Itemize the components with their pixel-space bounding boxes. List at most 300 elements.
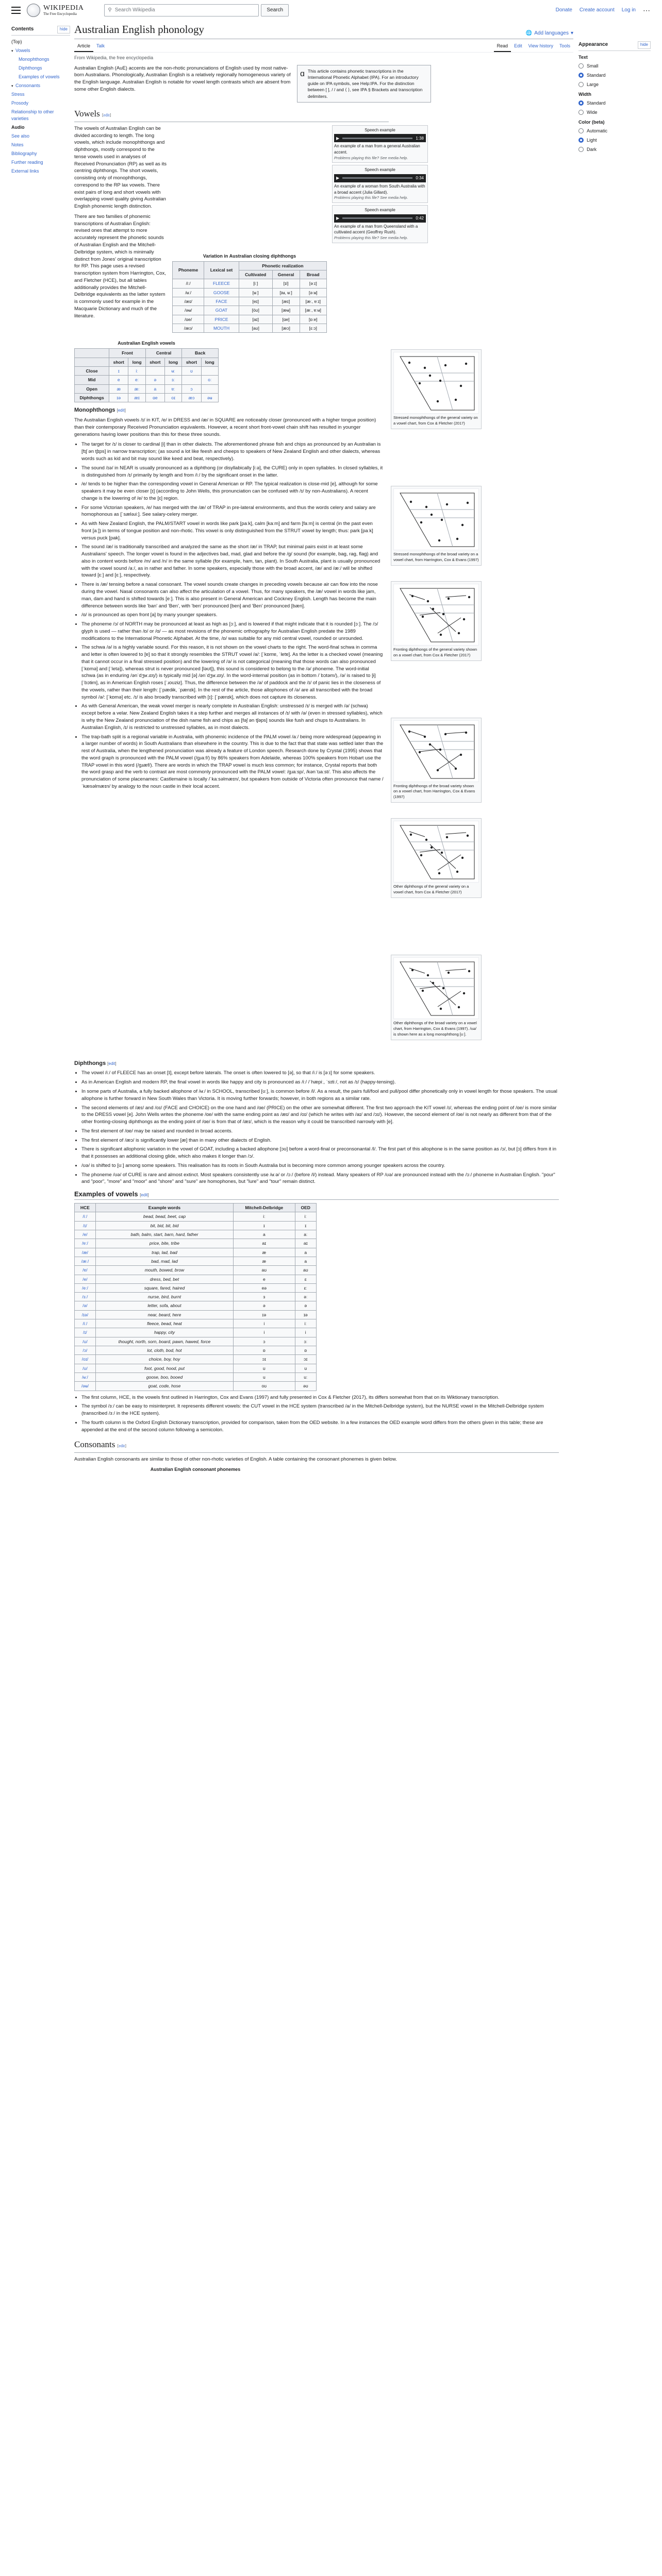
table-cell: [æː, ɐːʉ]: [300, 306, 326, 315]
consonants-table-caption: Australian English consonant phonemes: [150, 1466, 241, 1472]
table-cell: [ɑe]: [272, 315, 300, 324]
search-input[interactable]: [104, 4, 259, 16]
list-item: • The symbol /ɜː/ can be easy to misinterpret. It represents different vowels: the CUT vowel in the HCE system (transcribed /a/ in the Mitchell-Delbridge system), but the NURSE vowel in the Mitchell-Delbridge system (transcribed /ɜː/ in the HCE system).: [81, 1403, 559, 1417]
toc-item-label: Further reading: [11, 160, 43, 165]
appearance-panel: [578, 21, 651, 1473]
list-item: • The first element of /æɔ/ is significantly lower [æ] than in many other dialects of English.: [81, 1137, 559, 1144]
toc-item[interactable]: [11, 158, 70, 167]
vowel-chart[interactable]: [391, 818, 482, 898]
table-cell: /iː/: [75, 1212, 96, 1221]
diphthong-arrow: [445, 596, 466, 597]
diphthong-arrow: [409, 595, 425, 600]
table-cell: oɪ: [164, 393, 181, 402]
table-cell: əʊ: [295, 1382, 317, 1391]
table-cell: æ: [109, 384, 128, 393]
vowels-table: Australian English vowels Front Central Back short long short long short long Close ɪ iː ʉː ʊ Mid e eː ə ɜː oː Open æ æː a ɐː ɔ Diphthongs ɪə æɪ ɑe oɪ æɔ əʉ: [74, 340, 219, 402]
table-cell: thought, north, sorn, board, pawn, hawed, force: [95, 1337, 233, 1346]
table-cell: əʉ: [201, 393, 218, 402]
table-cell: a: [295, 1248, 317, 1257]
tab-edit[interactable]: Edit: [514, 43, 522, 49]
table-cell: /ɑe/: [173, 315, 204, 324]
radio-option[interactable]: [578, 109, 651, 116]
toc-item-label: Consonants: [15, 82, 41, 88]
toc-item-label: Monophthongs: [19, 56, 49, 62]
row-header: Open: [75, 384, 109, 393]
vowel-chart-caption: Stressed monophthongs of the broad variety on a vowel chart, from Harrington, Cox & Evans (1997): [393, 552, 479, 562]
width-label: Width: [578, 91, 591, 97]
table-cell: fleece, bead, heat: [95, 1319, 233, 1328]
speech-example-2: Speech example ▶ 0:34 An example of a woman from South Australia with a broad accent (Julia Gillard). Problems playing this file? See media help.: [332, 165, 428, 203]
article-content: [74, 21, 573, 1473]
toc-item[interactable]: [11, 38, 70, 46]
site-subtitle: The Free Encyclopedia: [43, 11, 77, 16]
grid-line: [437, 493, 453, 547]
vowel-point: [432, 608, 434, 610]
table-cell: /oɪ/: [75, 1355, 96, 1364]
vowel-point: [442, 987, 444, 989]
toc-item-label: Diphthongs: [19, 65, 42, 71]
table-cell: a: [145, 384, 164, 393]
vowel-chart[interactable]: [391, 486, 482, 566]
table-row: [173, 297, 327, 306]
radio-icon[interactable]: [578, 138, 584, 143]
row-header: Diphthongs: [75, 393, 109, 402]
monophthongs-list: [74, 441, 384, 790]
table-cell: ə: [234, 1301, 295, 1310]
vowel-point: [432, 982, 434, 984]
table-cell: ʊ: [182, 366, 201, 375]
vowel-point: [465, 731, 467, 733]
vowel-point: [442, 613, 444, 615]
table-row: [75, 1293, 317, 1301]
diphthong-arrow: [430, 981, 456, 1005]
toc-item[interactable]: [11, 141, 70, 149]
table-row: [173, 288, 327, 297]
table-cell: mouth, bowed, brow: [95, 1266, 233, 1275]
table-cell: ɐː: [164, 384, 181, 393]
vowel-point: [467, 835, 469, 837]
list-item: • The sound /ɪə/ in NEAR is usually pronounced as a diphthong (or disyllabically [iːə], the CURE) only in open syllables. In closed syllables, it is distinguished from /ɪ/ primarily by length and from /iː/ by the significant onset in the latter.: [81, 465, 384, 479]
chevron-down-icon[interactable]: ▾: [11, 49, 13, 53]
toc-item-label: Notes: [11, 142, 24, 148]
ipa-notice: [297, 65, 431, 103]
radio-icon[interactable]: [578, 63, 584, 69]
toc-item-label: See also: [11, 133, 30, 139]
table-cell: ə: [145, 376, 164, 384]
wikipedia-logo[interactable]: [27, 4, 84, 17]
diphthong-arrow: [430, 844, 456, 869]
list-item: • The fourth column is the Oxford English Dictionary transcription, provided for comparison, taken from the OED website. In a few instances the OED example word differs from the others given in this table; these are appended at the end of the second column following a semicolon.: [81, 1419, 559, 1434]
toc-item[interactable]: [11, 64, 70, 73]
toc-item-label: (Top): [11, 39, 22, 44]
search-button[interactable]: Search: [261, 4, 289, 16]
toc-item[interactable]: [11, 81, 70, 90]
radio-option[interactable]: [578, 146, 651, 153]
vowel-point: [422, 990, 424, 992]
table-cell: /ə/: [75, 1301, 96, 1310]
table-cell: /ɐ/: [75, 1266, 96, 1275]
speech-examples: [332, 125, 428, 333]
table-cell: i: [295, 1328, 317, 1337]
table-cell: /e/: [75, 1275, 96, 1283]
examples-notes: [74, 1394, 559, 1434]
vowel-point: [441, 519, 443, 521]
vowel-point: [410, 834, 412, 836]
diphthong-arrow: [430, 607, 456, 632]
search-placeholder: Search Wikipedia: [114, 7, 155, 13]
page-tabs: [74, 41, 573, 53]
table-cell: GOAT: [204, 306, 239, 315]
toc-item[interactable]: [11, 99, 70, 108]
row-header: Close: [75, 366, 109, 375]
grid-line: [437, 825, 453, 879]
toc-item[interactable]: [11, 46, 70, 55]
table-cell: square, fared, haired: [95, 1283, 233, 1292]
table-cell: [ʉː]: [239, 288, 272, 297]
list-item: • /e/ tends to be higher than the corresponding vowel in General American or RP. The typical realization is close-mid [e], although for some speakers it may be even closer [ɪ] (according to John Wells, this pronunciation can be confused with /ɪ/ by non-Australians). A recent change is the lowering of /e/ to the [ɛ] region.: [81, 481, 384, 502]
table-cell: /ʉː/: [173, 288, 204, 297]
appearance-hide-button[interactable]: hide: [638, 41, 651, 49]
table-cell: [öʊ]: [239, 306, 272, 315]
list-item: • The vowel /iː/ of FLEECE has an onset [ɪ̈], except before laterals. The onset is often lowered to [ə], so that /iː/ is [əːɪ] for some speakers.: [81, 1070, 559, 1077]
table-cell: ʊ: [295, 1364, 317, 1372]
vowel-point: [456, 871, 458, 873]
table-cell: /iː/: [173, 279, 204, 288]
table-cell: [eɪ]: [239, 297, 272, 306]
radio-icon[interactable]: [578, 82, 584, 87]
vowel-point: [463, 992, 465, 994]
table-cell: PRICE: [204, 315, 239, 324]
radio-label: Standard: [587, 72, 606, 78]
vowel-point: [437, 769, 439, 771]
vowel-point: [461, 524, 464, 526]
diphthongs-list: [74, 1070, 559, 1185]
table-cell: bead, bead, beet, cap: [95, 1212, 233, 1221]
chevron-down-icon[interactable]: ▾: [11, 84, 13, 88]
table-row: [75, 1283, 317, 1292]
vowel-point: [456, 538, 458, 540]
table-row: [75, 1319, 317, 1328]
list-item: • As with New Zealand English, the PALM/START vowel in words like park [paːk], calm [kaːm] and farm [faːm] is central (in the past even front [aː]) in terms of tongue position and non-rhotic. This vowel is only distinguished from the STRUT vowel by length; thus: park [paːk] versus puck [pak].: [81, 520, 384, 541]
play-icon[interactable]: ▶: [336, 215, 340, 221]
toc-title: Contents: [11, 26, 34, 32]
more-options-icon[interactable]: ⋯: [643, 6, 651, 14]
table-cell: /e/: [75, 1230, 96, 1239]
table-cell: æ: [234, 1257, 295, 1265]
vowel-chart-svg: [393, 720, 479, 782]
toc-item[interactable]: [11, 123, 70, 132]
table-cell: /ʊ/: [75, 1364, 96, 1372]
tab-article[interactable]: Article: [74, 41, 93, 52]
top-header: [0, 0, 662, 21]
table-cell: ɛː: [295, 1283, 317, 1292]
vowel-point: [420, 521, 422, 523]
table-cell: aː: [295, 1230, 317, 1239]
table-cell: ʊ: [234, 1364, 295, 1372]
vowel-point: [422, 616, 424, 618]
table-cell: uː: [295, 1372, 317, 1381]
vowel-chart[interactable]: [391, 955, 482, 1040]
radio-option[interactable]: [578, 137, 651, 144]
donate-link[interactable]: Donate: [555, 7, 572, 13]
search-icon: ⚲: [108, 7, 112, 13]
edit-consonants-link[interactable]: edit: [119, 1444, 125, 1449]
table-row: [75, 1239, 317, 1248]
vowel-point: [431, 846, 433, 849]
radio-option[interactable]: [578, 81, 651, 88]
list-item: • The target for /ɪ/ is closer to cardinal [i] than in other dialects. The aforementioned phrase fish and chips as pronounced by an Australian is [fɪʃ ən tʃɪps] in narrow transcription; (as sound a lot like feesh and cheeps to speakers of New Zealand English and other dialects, whereas words such as kid and bit may sound like keed and beat, respectively).: [81, 441, 384, 462]
vowel-chart[interactable]: [391, 718, 482, 803]
table-row: [75, 1382, 317, 1391]
heading-vowels: Vowels [edit]: [74, 108, 389, 122]
play-icon[interactable]: ▶: [336, 135, 340, 141]
audio-player-1[interactable]: ▶ 1:38: [334, 134, 426, 142]
table-cell: aʊ: [295, 1266, 317, 1275]
table-cell: [145, 366, 164, 375]
consonants-paragraph: Australian English consonants are similar to those of other non-rhotic varieties of English. A table containing the consonant phonemes is given below.: [74, 1456, 397, 1463]
toc-item-label: Vowels: [15, 47, 30, 53]
vowel-point: [448, 972, 450, 974]
radio-icon[interactable]: [578, 128, 584, 133]
table-cell: /ʊ/: [75, 1337, 96, 1346]
toc-item[interactable]: [11, 55, 70, 64]
speech-example-1: Speech example ▶ 1:38 An example of a man from a general Australian accent. Problems playing this file? See media help.: [332, 125, 428, 163]
toc-item-label: Examples of vowels: [19, 74, 60, 79]
play-icon[interactable]: ▶: [336, 176, 340, 181]
add-languages-button[interactable]: [526, 30, 573, 38]
heading-diphthongs: Diphthongs [edit]: [74, 1060, 117, 1066]
create-account-link[interactable]: Create account: [579, 7, 615, 13]
table-cell: goose, boo, booed: [95, 1372, 233, 1381]
tab-read[interactable]: Read: [494, 41, 511, 52]
table-cell: near, beard, here: [95, 1310, 233, 1319]
table-cell: [æɔ]: [272, 324, 300, 332]
table-cell: /ɪ/: [75, 1221, 96, 1230]
vowel-chart-svg: [393, 821, 479, 883]
tab-talk[interactable]: Talk: [96, 43, 105, 49]
row-header: Mid: [75, 376, 109, 384]
list-item: • The second elements of /æɪ/ and /oɪ/ (FACE and CHOICE) on the one hand and /ɑe/ (PRICE) on the other are somewhat different. The first two approach the KIT vowel /ɪ/, whereas the ending point of /ɑe/ is more similar to the DRESS vowel [e]. John Wells writes the phoneme /ɑe/ with the same ending point as /æɪ/ and /oɪ/ (which he writes with /aɪ/ and /ɔɪ/). However, the second element of /ɑe/ is not nearly as different from that of the other fronting-closing diphthongs as the ending point of /ɑe/ is from that of /æɪ/, which is the reason why it could be transcribed narrowly with [e].: [81, 1105, 559, 1126]
language-icon: 🌐: [525, 30, 533, 36]
table-cell: [182, 376, 201, 384]
examples-table: HCE Example words Mitchell-Delbridge OED /iː/ bead, bead, beet, cap iː iː /ɪ/ bit, bid, bit, bid ɪ ɪ /e/ bath, balm, start, barn, hard, father a aː /ɐː/ price, bite, tribe aɪ aɪ /æ/ trap, lad, bad æ a /æː/ bad, mad, lad æ a /ɐ/ mouth, bowed, brow aʊ aʊ /e/ dress, bed, bet e ɛ /eː/ square, fared, haired eə ɛː /ɜː/ nurse, bird, burnt ɜ əː /ə/ letter, sofa, about ə ə /ɪə/ near, beard, here ɪə ɪə /iː/ fleece, bead, heat i iː /ɪ/ happy, city i i /ʊ/ thought, north, sorn, board, pawn, hawed, force ɔ ɔː /ɔ/ lot, cloth, bod, hot ɒ ɒ /oɪ/ choice, boy, hoy ɔɪ ɔɪ /ʊ/ foot, good, hood, put ʊ ʊ /ʉː/ goose, boo, booed u uː /əʉ/ goat, code, hose oʊ əʊ: [74, 1203, 317, 1391]
table-row: [75, 1212, 317, 1221]
chevron-down-icon: ▾: [570, 30, 573, 36]
vowel-chart-svg: [393, 584, 479, 646]
vowel-point: [438, 872, 440, 874]
vowel-chart[interactable]: [391, 349, 482, 429]
list-item: • As with General American, the weak vowel merger is nearly complete in Australian English: unstressed /ɪ/ is merged with /ə/ (schwa) except before a velar. New Zealand English takes it a step further and merges all instances of /ɪ/ with /ə/ (even in stressed syllables), which is why the New Zealand pronunciation of the dish name fish and chips as [fəʃ ən tʃəps] sounds like fush and chups to Australians. In Australian English, /ɪ/ is restricted to unstressed syllables, as in most dialects.: [81, 703, 384, 731]
vowel-chart[interactable]: [391, 581, 482, 661]
table-row: [75, 376, 219, 384]
table-row: [75, 1275, 317, 1283]
table-cell: MOUTH: [204, 324, 239, 332]
table-cell: /ɪə/: [75, 1310, 96, 1319]
table-cell: /ɐː/: [75, 1239, 96, 1248]
closing-diphthongs-table: Variation in Australian closing diphthongs Phoneme Lexical set Phonetic realization Cultivated General Broad /iː/ FLEECE [iː] [ɪi] [əːɪ] /ʉː/ GOOSE [ʉː] [ɪʉ, ʉː] [əːʉ] /æɪ/ FACE [eɪ] [æɪ] [æː, ɐːɪ] /əʉ/ GOAT [öʊ] [æʉ] [æː, ɐːʉ] /ɑe/ PRICE [aɪ] [ɑe] [ɒːe] /æɔ/ MOUTH [aʊ] [æɔ] [ɛːɔ]: [172, 253, 327, 333]
toc-item-label: Relationship to other varieties: [11, 109, 54, 122]
ipa-icon: ɑ: [300, 69, 305, 78]
heading-consonants: Consonants [edit]: [74, 1438, 559, 1453]
table-cell: /ɪ/: [75, 1328, 96, 1337]
table-row: [75, 1310, 317, 1319]
page-title: Australian English phonology: [74, 23, 204, 36]
add-languages-label: Add languages: [534, 30, 569, 36]
table-cell: price, bite, tribe: [95, 1239, 233, 1248]
table-cell: /əʉ/: [75, 1382, 96, 1391]
table-cell: i: [234, 1319, 295, 1328]
table-cell: [ɒːe]: [300, 315, 326, 324]
table-row: [173, 324, 327, 332]
monophthongs-paragraph: The Australian English vowels /ɪ/ in KIT, /e/ in DRESS and /æ/ in SQUARE are noticeably closer (pronounced with a higher tongue position) than their contemporary Received Pronunciation equivalents. However, a recent short front-vowel chain shift has resulted in younger generations having lower positions than this for these three sounds.: [74, 417, 376, 437]
vowel-point: [444, 364, 446, 366]
vowel-charts: [391, 340, 489, 1055]
table-cell: æɪ: [128, 393, 145, 402]
speech-example-3: Speech example ▶ 0:42 An example of a man from Queensland with a cultivated accent (Geoffrey Rush). Problems playing this file? See media help.: [332, 205, 428, 243]
table-cell: ɔɪ: [295, 1355, 317, 1364]
vowel-point: [468, 596, 470, 598]
vowel-point: [441, 852, 443, 854]
table-row: [75, 1257, 317, 1265]
table-cell: [æː, ɐːɪ]: [300, 297, 326, 306]
vowel-point: [425, 506, 427, 508]
text-size-label: Text: [578, 54, 588, 60]
toc-item-label: External links: [11, 168, 39, 174]
list-item: • /ɑ/ is pronounced as open front [a] by many younger speakers.: [81, 612, 384, 619]
radio-option[interactable]: [578, 63, 651, 70]
table-cell: ɜ: [234, 1293, 295, 1301]
vowel-point: [427, 600, 429, 602]
table-cell: choice, boy, hoy: [95, 1355, 233, 1364]
table-cell: [æɪ]: [272, 297, 300, 306]
vowel-point: [468, 970, 470, 972]
edit-diphthongs-link[interactable]: edit: [108, 1061, 115, 1066]
log-in-link[interactable]: Log in: [621, 7, 636, 13]
edit-vowels-link[interactable]: edit: [103, 113, 110, 118]
table-row: [75, 1221, 317, 1230]
list-item: • The phoneme /ʊə/ of CURE is rare and almost extinct. Most speakers consistently use /ʉːə/ or /ɔː/ (before /l/) instead. Many speakers of RP /ʊə/ are pronounced instead with the /ɔː/ phoneme in Australian English. "pour" and "poor", "more" and "moor" and "shore" and "sure" are homophones, but "lure" and "tour" remain distinct.: [81, 1172, 559, 1186]
table-row: [75, 366, 219, 375]
color-label: Color (beta): [578, 119, 605, 125]
diphthong-arrow: [445, 833, 466, 834]
toc-item[interactable]: [11, 73, 70, 81]
tab-view-history[interactable]: View history: [528, 43, 553, 49]
vowel-chart-caption: Fronting diphthongs of the broad variety shown on a vowel chart, from Harrington, Cox & Evans (1997): [393, 783, 475, 800]
radio-label: Standard: [587, 100, 606, 106]
grid-line: [437, 725, 453, 778]
toc-item[interactable]: [11, 149, 70, 158]
diphthong-arrow: [430, 744, 456, 768]
table-cell: aʊ: [234, 1266, 295, 1275]
table-cell: [ɪʉ, ʉː]: [272, 288, 300, 297]
ipa-notice-text: This article contains phonetic transcriptions in the International Phonetic Alphabet (IPA). For an introductory guide on IPA symbols, see Help:IPA. For the distinction between [ ], / / and ⟨ ⟩, see IPA § Brackets and transcription delimiters.: [307, 68, 423, 99]
radio-icon[interactable]: [578, 100, 584, 106]
table-cell: /æɪ/: [173, 297, 204, 306]
table-cell: æː: [128, 384, 145, 393]
vowels-paragraph-2: There are two families of phonemic transcriptions of Australian English: revised ones that attempt to more accurately represent the phonetic sounds of Australian English and the Mitchell-Delbridge system, which is minimally distinct from Jones' original transcription for RP. This page uses a revised transcription system from Harrington, Cox, and Fletcher (HCE), but all tables additionally provides the Mitchell-Delbridge equivalents as the latter system is commonly used for example in the Macquarie Dictionary and much of the literature.: [74, 213, 166, 319]
toc-item[interactable]: [11, 167, 70, 176]
edit-examples-link[interactable]: edit: [141, 1193, 148, 1198]
table-cell: əː: [295, 1293, 317, 1301]
vowel-point: [458, 632, 460, 634]
table-cell: [ɪi]: [272, 279, 300, 288]
table-cell: /ɔ/: [75, 1346, 96, 1355]
globe-icon: [27, 4, 40, 17]
heading-monophthongs: Monophthongs [edit]: [74, 407, 126, 414]
audio-player-3[interactable]: ▶ 0:42: [334, 214, 426, 223]
vowel-point: [437, 400, 439, 402]
vowel-point: [424, 735, 426, 737]
radio-label: Automatic: [587, 128, 608, 133]
tab-tools[interactable]: Tools: [559, 43, 570, 49]
table-cell: iː: [295, 1212, 317, 1221]
table-cell: happy, city: [95, 1328, 233, 1337]
vowel-chart-caption: Other diphthongs of the general variety on a vowel chart, from Cox & Fletcher (2017): [393, 884, 469, 895]
vowel-point: [431, 514, 433, 516]
table-cell: [201, 366, 218, 375]
table-cell: ɔɪ: [234, 1355, 295, 1364]
table-row: [75, 1364, 317, 1372]
radio-option[interactable]: [578, 100, 651, 107]
vowel-chart-caption: Other diphthongs of the broad variety on a vowel chart, from Harrington, Cox & Evans (1997). /ʊə/ is shown here as a long monophthong [ʊː].: [393, 1020, 477, 1037]
radio-option[interactable]: [578, 72, 651, 79]
table-cell: /æː/: [75, 1257, 96, 1265]
table-cell: [əːʉ]: [300, 288, 326, 297]
table-cell: [201, 384, 218, 393]
list-item: • There is significant allophonic variation in the vowel of GOAT, including a backed allophone [ɔʊ] before a word-final or preconsonantal /l/. The first part of this allophone is in the same position as /ɔ/, but [ɔ] differs from it in that it possesses an additional closing glide, which also makes it longer than /ɔ/.: [81, 1146, 559, 1160]
table-cell: nurse, bird, burnt: [95, 1293, 233, 1301]
toc-item[interactable]: [11, 108, 70, 123]
diphthong-arrow: [409, 731, 425, 736]
toc-item[interactable]: [11, 90, 70, 99]
vowel-point: [410, 501, 412, 503]
list-item: • There is /æ/ tensing before a nasal consonant. The vowel sounds create changes in preceding vowels because air can flow into the nose during the vowel. Nasal consonants can also affect the articulation of a vowel. Thus, for many speakers, the /æ/ vowel in words like jam, man, dam and hand is shifted towards [eː]. This is also present in General American and Cockney English. Length has become the main difference between words like 'ban' and 'Ben', with 'ben' pronounced [ben] and 'Ben' pronounced [bæn].: [81, 581, 384, 609]
list-item: • As in American English and modern RP, the final vowel in words like happy and city is pronounced as /iː/ /ˈhæpiː, ˈsɪtiː/, not as /ɪ/ (happy-tensing).: [81, 1079, 559, 1086]
vowel-point: [455, 399, 457, 401]
list-item: • The first column, HCE, is the vowels first outlined in Harrington, Cox and Evans (1997) and fully presented in Cox & Fletcher (2017), its differs somewhat from that on its Wiktionary transcription.: [81, 1394, 559, 1401]
radio-icon[interactable]: [578, 73, 584, 78]
vowel-chart-caption: Fronting diphthongs of the general variety shown on a vowel chart, from Cox & Fletcher (2017): [393, 647, 477, 657]
table-row: [75, 384, 219, 393]
audio-player-2[interactable]: ▶ 0:34: [334, 174, 426, 182]
vowel-point: [465, 363, 467, 365]
toc-hide-button[interactable]: hide: [57, 26, 70, 33]
table-cell: ɔ: [234, 1337, 295, 1346]
vowel-point: [440, 1008, 442, 1010]
vowel-point: [439, 748, 441, 750]
radio-label: Wide: [587, 109, 598, 115]
radio-option[interactable]: [578, 128, 651, 134]
table-cell: FACE: [204, 297, 239, 306]
grid-line: [437, 962, 453, 1015]
radio-icon[interactable]: [578, 147, 584, 152]
main-menu-icon[interactable]: [11, 7, 21, 14]
radio-icon[interactable]: [578, 110, 584, 115]
vowel-chart-svg: [393, 488, 479, 550]
list-item: • The schwa /ə/ is a highly variable sound. For this reason, it is not shown on the vowel charts to the right. The word-final schwa in comma and letter is often lowered to [ɐ] so that it strongly resembles the STRUT vowel /a/: [ˈkɒmɐ, ˈletɐ]. As the letter is a checked vowel (meaning that it cannot occur in a final stressed position) and the lowering of /ə/ is not categorical (meaning that those words can also pronounced [ˈkɒmə] and [ˈletə]), whereas strut is never pronounced [ləʊt]), this sound is considered to belong to the /ə/ phoneme. The word-initial schwa (as in enduring /ənˈdʒʉːɹɪŋ/) is typically mid [ə] /ənˈdʒʉːɹɪŋ/. In the word-internal position (as in bottom /ˈbɔtəm/), /ə/ is raised to [ɨ] [ˈbɔtɨm], as in American English roses [ˈɹoʊzɨz]. Thus, the difference between the /ə/ of paddock and the /ɪ/ of panic lies in the closeness of the vowels, rather than their length: [ˈpædɨk, ˈpænɪk]. In the rest of the article, those allophones of /ə/ are all transcribed with the broad symbol /ə/: [ˈkɒmə] etc. /ɪ/ is also broadly transcribed with [ɪ]: [ˈpænɪk], which does not capture its closeness.: [81, 644, 384, 701]
list-item: • The first element of /ɑe/ may be raised and rounded in broad accents.: [81, 1128, 559, 1135]
site-title: WIKIPEDIA: [43, 4, 84, 12]
edit-monophthongs-link[interactable]: edit: [118, 408, 125, 413]
table-cell: [əːɪ]: [300, 279, 326, 288]
vowel-trapezoid: [400, 825, 474, 879]
heading-examples: Examples of vowels [edit]: [74, 1190, 559, 1200]
radio-label: Large: [587, 81, 599, 87]
diphthong-arrow: [445, 969, 466, 971]
vowel-trapezoid: [400, 588, 474, 642]
toc-item[interactable]: [11, 132, 70, 141]
table-cell: ɔ: [182, 384, 201, 393]
